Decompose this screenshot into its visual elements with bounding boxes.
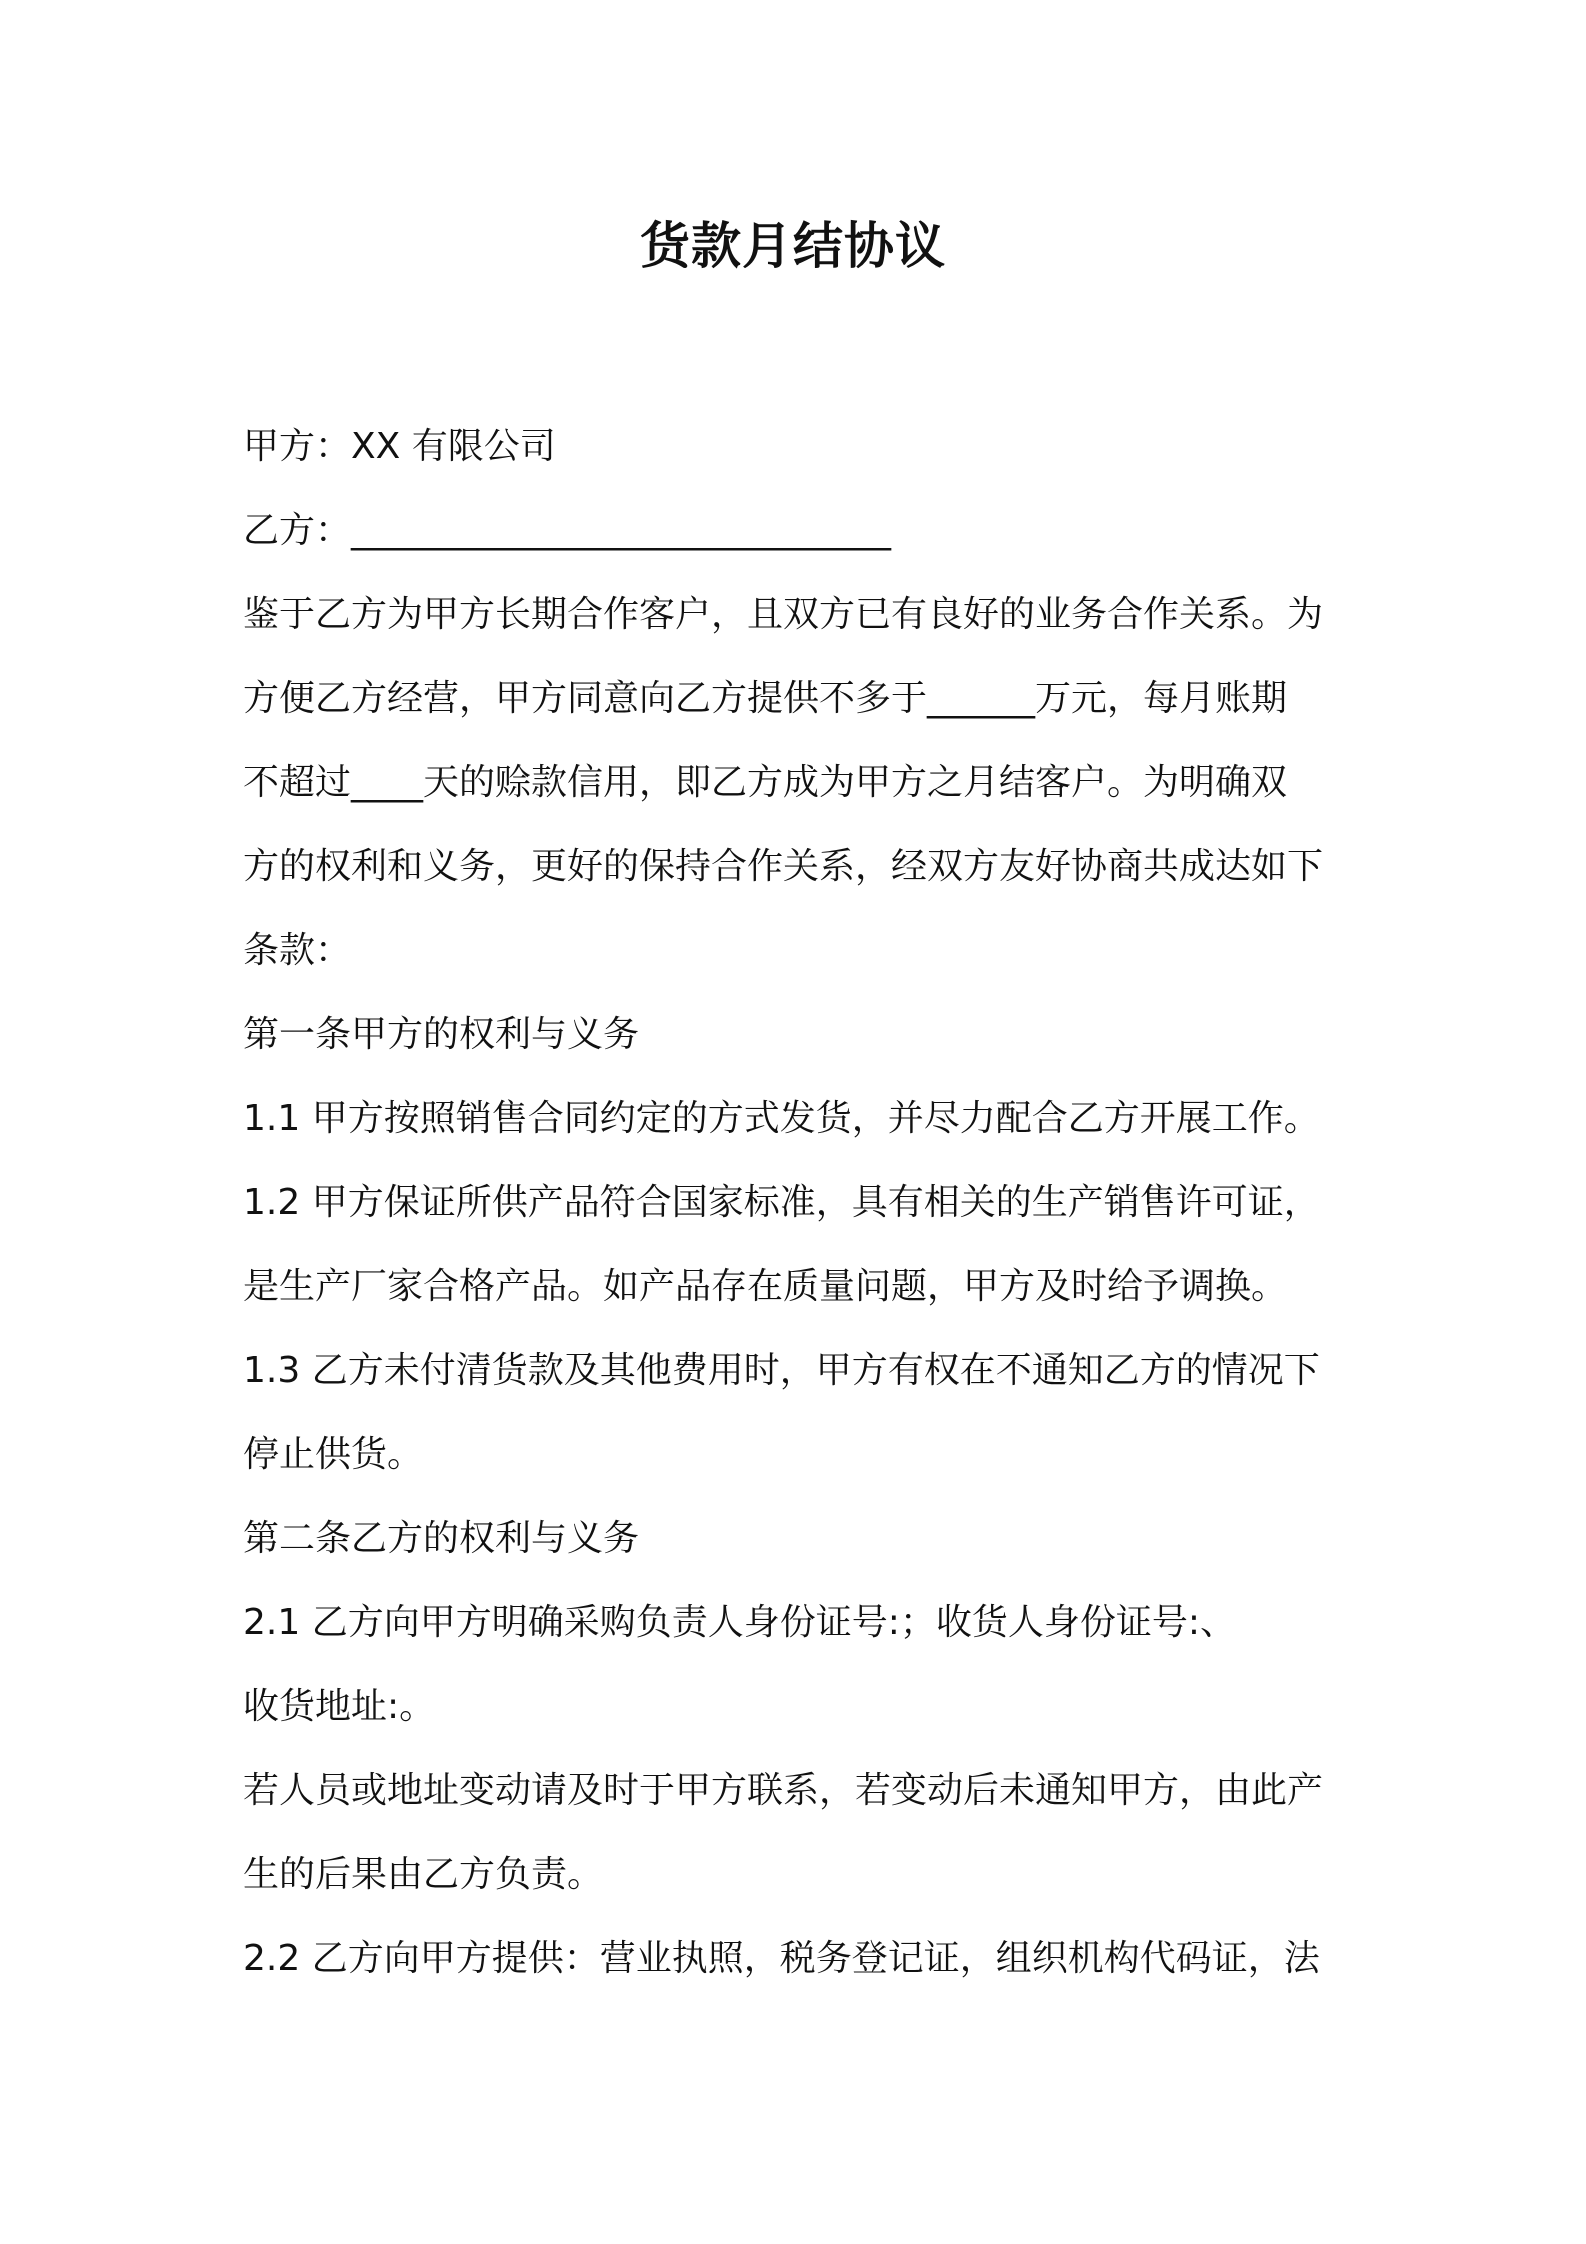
clause-2-1-line-4: 生的后果由乙方负责。 [243,1854,604,1895]
clause-1-2-line-1: 1.2 甲方保证所供产品符合国家标准，具有相关的生产销售许可证， [243,1182,1320,1223]
clause-2-2-line-1: 2.2 乙方向甲方提供：营业执照，税务登记证，组织机构代码证，法 [243,1938,1320,1979]
preamble-line-2: 方便乙方经营，甲方同意向乙方提供不多于______万元，每月账期 [243,678,1288,719]
clause-2-1-line-2: 收货地址:。 [243,1686,436,1727]
clause-1-3-line-2: 停止供货。 [243,1434,424,1475]
party-a-line: 甲方：XX 有限公司 [243,426,556,467]
clause-1-3-line-1: 1.3 乙方未付清货款及其他费用时，甲方有权在不通知乙方的情况下 [243,1350,1320,1391]
document-body [243,405,1353,2001]
document-title: 货款月结协议 [640,217,946,275]
preamble-line-4: 方的权利和义务，更好的保持合作关系，经双方友好协商共成达如下 [243,846,1324,887]
preamble-line-3: 不超过____天的赊款信用，即乙方成为甲方之月结客户。为明确双 [243,762,1288,803]
preamble-line-1: 鉴于乙方为甲方长期合作客户，且双方已有良好的业务合作关系。为 [243,594,1324,635]
clause-1-1: 1.1 甲方按照销售合同约定的方式发货，并尽力配合乙方开展工作。 [243,1098,1320,1139]
clause-2-1-line-1: 2.1 乙方向甲方明确采购负责人身份证号:；收货人身份证号:、 [243,1602,1236,1643]
clause-2-1-line-3: 若人员或地址变动请及时于甲方联系，若变动后未通知甲方，由此产 [243,1770,1324,1811]
article-1-heading: 第一条甲方的权利与义务 [243,1014,640,1055]
clause-1-2-line-2: 是生产厂家合格产品。如产品存在质量问题，甲方及时给予调换。 [243,1266,1288,1307]
article-2-heading: 第二条乙方的权利与义务 [243,1518,640,1559]
party-b-line: 乙方：______________________________ [243,510,892,551]
preamble-line-5: 条款： [243,930,352,971]
